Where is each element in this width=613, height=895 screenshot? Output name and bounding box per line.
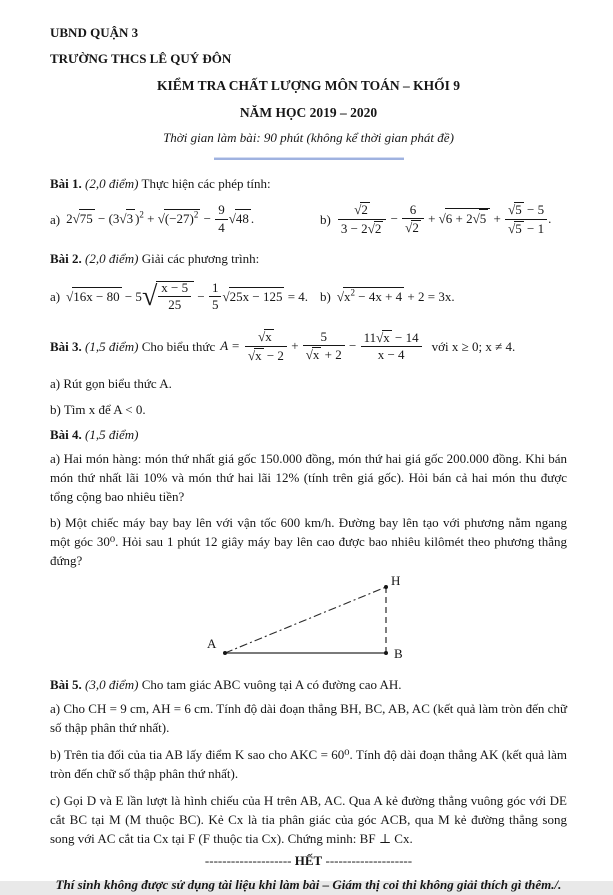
math-expression	[66, 204, 254, 236]
fraction	[303, 330, 345, 363]
radical-sign-icon: √	[305, 347, 313, 363]
radical	[405, 220, 421, 235]
math-token: − 5	[121, 288, 142, 304]
radical-sign-icon: √	[228, 211, 236, 227]
exam-title: KIỂM TRA CHẤT LƯỢNG MÔN TOÁN – KHỐI 9	[156, 77, 461, 93]
numerator: x − 5	[158, 281, 191, 298]
segment-AH-dashdot	[225, 587, 386, 653]
radicand: 2	[361, 202, 368, 218]
radical-sign-icon: √	[472, 211, 480, 227]
radicand: x	[265, 329, 272, 345]
bai5-question-b: b) Trên tia đối của tia AB lấy điểm K sao cho AKC = 60⁰. Tính độ dài đoạn thẳng AK (kết quả làm tròn đến chữ số thập phân thứ nhất).	[50, 746, 567, 781]
bai5-question-a: a) Cho CH = 9 cm, AH = 6 cm. Tính độ dài đoạn thẳng BH, BC, AB, AC (kết quả làm tròn đến chữ số thập phân thứ nhất).	[50, 700, 567, 735]
fraction	[402, 203, 424, 236]
triangle-diagram-svg	[50, 572, 567, 671]
radical-sign-icon: √	[508, 220, 516, 236]
divider-line	[214, 157, 404, 160]
math-token: + 2	[321, 347, 342, 363]
radical	[354, 202, 370, 217]
item-label: b)	[320, 288, 331, 304]
bai2-formula-row	[50, 271, 567, 323]
radical-sign-icon: √	[508, 202, 516, 218]
bai2-score: (2,0 điểm)	[85, 251, 139, 267]
superscript: 2	[139, 209, 144, 220]
radical-sign-icon: √	[258, 329, 266, 345]
radicand: 2	[374, 220, 382, 236]
math-token: − 4x + 4	[354, 289, 403, 305]
bai3-intro: Cho biểu thức	[141, 338, 216, 354]
radical	[229, 211, 251, 226]
math-expression	[337, 287, 455, 307]
denominator: 4	[218, 219, 225, 235]
radical	[508, 221, 524, 236]
point-H	[384, 585, 388, 589]
radical-sign-icon: √	[438, 211, 446, 227]
radicand: x	[383, 329, 390, 345]
bai2-intro: Giải các phương trình:	[141, 251, 260, 267]
bai2-label: Bài 2.	[50, 251, 82, 267]
superscript: 2	[350, 287, 355, 298]
bai1-score: (2,0 điểm)	[85, 176, 139, 192]
numerator: 5	[303, 330, 345, 347]
radical	[73, 211, 95, 226]
radical-sign-icon: √	[222, 288, 230, 304]
radical	[439, 211, 491, 226]
numerator	[505, 202, 547, 220]
radical	[376, 330, 392, 345]
radicand: x	[312, 347, 320, 363]
math-token: )	[135, 211, 140, 227]
denominator: 25	[168, 297, 182, 313]
radical-sign-icon: √	[367, 220, 375, 236]
radical	[337, 289, 404, 304]
radical-sign-icon: √	[247, 347, 256, 363]
math-token: 2	[66, 211, 73, 227]
fraction	[361, 330, 422, 363]
math-token: + 2 = 3x.	[404, 289, 455, 305]
label-H: H	[391, 572, 401, 588]
bai3-score: (1,5 điểm)	[85, 338, 139, 354]
bai1-label: Bài 1.	[50, 176, 82, 192]
bai4-label: Bài 4.	[50, 427, 82, 443]
bai1-formula-a	[50, 204, 320, 236]
fraction	[505, 202, 547, 236]
end-marker: HẾT	[294, 852, 323, 868]
bai5-heading	[50, 676, 567, 695]
denominator	[338, 220, 386, 237]
math-token: − 2	[263, 347, 284, 363]
point-A	[223, 651, 227, 655]
bai4-question-b: b) Một chiếc máy bay bay lên với vận tốc 600 km/h. Đường bay lên tạo với phương nằm ngang một góc 30⁰. Hỏi sau 1 phút 12 giây máy bay lên cao được bao nhiêu kilômét theo phương thẳng đứng?	[50, 515, 567, 568]
numerator	[245, 329, 287, 347]
numerator	[338, 202, 386, 220]
numerator: 6	[402, 203, 424, 220]
bai4-question-a: a) Hai món hàng: món thứ nhất giá gốc 150.000 đồng, món thứ hai giá gốc 200.000 đồng. Khi bán món thứ nhất lãi 10% và món thứ hai lãi 12% (tính trên giá gốc). Hỏi bán cả hai món thu được tổng cộng bao nhiêu tiền?	[50, 451, 567, 505]
math-token: +	[287, 338, 302, 354]
radicand: 75	[79, 209, 95, 229]
radical-sign-icon: √	[157, 211, 165, 227]
math-token: − 14	[391, 329, 419, 345]
numerator: 1	[209, 281, 222, 298]
math-token: −	[200, 211, 215, 227]
bai2-formula-b	[320, 287, 455, 307]
fraction	[209, 281, 222, 313]
point-B	[384, 651, 388, 655]
bai3-lead	[50, 338, 215, 357]
bai1-intro: Thực hiện các phép tính:	[141, 176, 271, 192]
bai5-label: Bài 5.	[50, 676, 82, 692]
math-token: −	[387, 211, 402, 227]
bai1-formula-row	[50, 196, 567, 244]
denominator	[402, 219, 424, 236]
radical	[306, 347, 322, 362]
bai5-question-c: c) Gọi D và E lần lượt là hình chiếu của H trên AB, AC. Qua A kẻ đường thẳng vuông góc với DE cắt BC tại M (M thuộc BC). Kẻ Cx là tia phân giác của góc ACB, qua M kẻ đường thẳng song song với AC cắt tia Cx tại F (F thuộc tia Cx). Chứng minh: BF ⊥ Cx.	[50, 792, 567, 846]
org-line-2: TRƯỜNG THCS LÊ QUÝ ĐÔN	[50, 50, 232, 66]
radicand: 5	[515, 220, 522, 236]
math-token: − 5	[523, 202, 545, 218]
radicand: 25x − 125	[229, 287, 285, 307]
math-token: 3 − 2	[340, 220, 368, 236]
radicand	[164, 209, 201, 229]
item-label: a)	[50, 211, 61, 227]
fraction	[245, 329, 287, 363]
math-token: A =	[220, 338, 240, 354]
denominator	[505, 220, 547, 237]
label-B: B	[394, 645, 403, 661]
radicand	[343, 287, 404, 307]
bai3-question-a: a) Rút gọn biểu thức A.	[50, 376, 172, 392]
radical-sign-icon: √	[405, 220, 413, 236]
radical-sign-icon: √	[354, 202, 362, 218]
bai1-formula-b	[320, 203, 551, 237]
item-label: b)	[320, 211, 331, 227]
radical	[66, 289, 121, 304]
bai3-heading	[50, 325, 567, 369]
radicand	[156, 281, 194, 314]
math-token: 6 + 2	[445, 211, 473, 227]
org-line-1: UBND QUẬN 3	[50, 25, 139, 40]
radical	[158, 211, 201, 226]
radical	[258, 329, 274, 344]
math-token: −	[345, 338, 360, 354]
fraction	[215, 203, 228, 235]
radical-sign-icon: √	[66, 288, 74, 304]
fraction	[338, 202, 386, 236]
radical	[508, 202, 524, 217]
end-marker-line	[50, 852, 567, 871]
math-token: +	[424, 211, 439, 227]
radicand: 3	[126, 209, 136, 229]
radical-sign-icon: √	[72, 211, 80, 227]
bai4-score: (1,5 điểm)	[85, 427, 139, 443]
math-expression	[66, 281, 308, 314]
math-token: 11	[363, 329, 377, 345]
math-token: − (3	[94, 211, 120, 227]
numerator: 9	[215, 203, 228, 220]
math-token: (−27)	[164, 211, 194, 227]
end-dashes-right: --------------------	[322, 852, 413, 868]
radical-sign-icon: √	[336, 289, 344, 305]
radicand: 16x − 80	[72, 287, 121, 307]
label-A: A	[207, 635, 217, 651]
bai2-formula-a	[50, 281, 320, 314]
end-dashes-left: --------------------	[204, 852, 295, 868]
radical: √ $\frac{x - 5}{25}$	[142, 289, 194, 304]
bai3-label: Bài 3.	[50, 338, 82, 354]
bai3-condition: với x ≥ 0; x ≠ 4.	[431, 338, 516, 354]
math-token: +	[143, 211, 158, 227]
numerator	[361, 330, 422, 348]
math-token: − 1	[523, 220, 545, 236]
math-token: = 4.	[284, 288, 309, 304]
duration-note: Thời gian làm bài: 90 phút (không kể thời gian phát đề)	[163, 130, 454, 146]
radical	[473, 211, 489, 226]
denominator: 5	[211, 297, 219, 313]
math-expression	[220, 330, 422, 364]
radicand	[445, 208, 490, 229]
fraction	[158, 281, 191, 313]
math-expression	[337, 203, 552, 237]
radicand: 5	[515, 202, 522, 218]
math-token: .	[250, 211, 255, 227]
bai1-heading	[50, 175, 567, 194]
radical-sign-icon: √	[119, 211, 127, 227]
radicand: x	[255, 347, 262, 363]
bai2-heading	[50, 250, 567, 269]
exam-footnote: Thí sinh không được sử dụng tài liệu khi làm bài – Giám thị coi thi không giải thích gì thêm./.	[55, 876, 562, 892]
radical	[368, 221, 384, 236]
denominator	[303, 346, 345, 363]
superscript: 2	[193, 209, 199, 220]
radical	[248, 348, 264, 363]
radical-sign-icon: √	[376, 329, 384, 345]
denominator	[245, 347, 287, 364]
radical	[119, 211, 135, 226]
triangle-diagram	[50, 572, 567, 671]
radical	[222, 289, 284, 304]
item-label: a)	[50, 288, 61, 304]
bai3-question-b: b) Tìm x để A < 0.	[50, 402, 146, 418]
radicand: 5	[479, 209, 489, 229]
school-year: NĂM HỌC 2019 – 2020	[239, 104, 378, 120]
radicand: 48	[235, 209, 251, 229]
bai5-score: (3,0 điểm)	[85, 676, 139, 692]
math-token: +	[490, 211, 505, 227]
bai5-intro: Cho tam giác ABC vuông tại A có đường cao AH.	[141, 676, 402, 692]
denominator: x − 4	[377, 347, 405, 363]
radicand: 2	[412, 220, 419, 236]
bai4-heading	[50, 426, 567, 445]
math-token: x	[343, 289, 351, 305]
math-token: −	[194, 288, 208, 304]
math-token: .	[548, 211, 552, 227]
